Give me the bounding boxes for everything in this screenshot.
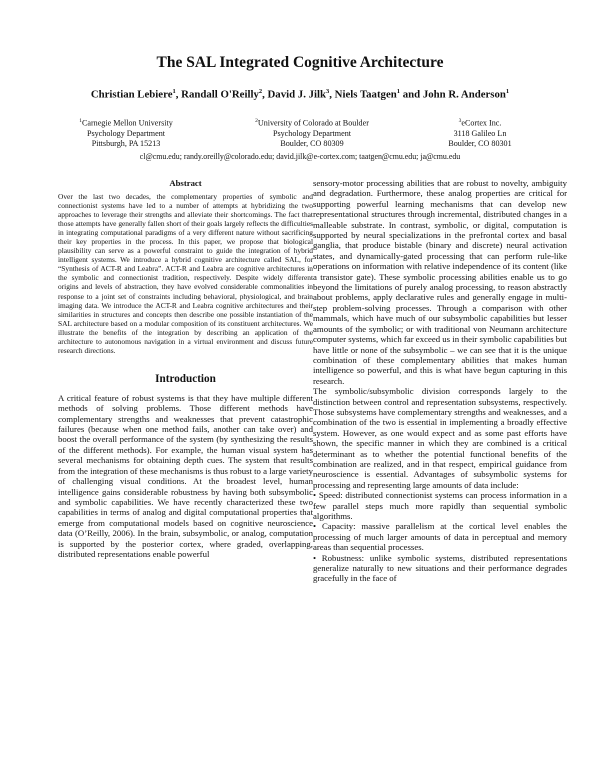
affiliation-line: Boulder, CO 80301 [448,139,512,149]
affiliation-number: 3 [458,118,462,124]
author-list: Christian Lebiere$^1$, Randall O'Reilly$^2$, David J. Jilk$^3$, Niels Taatgen$^1$ and John R. Anderson$^1$ [90,88,510,101]
author-emails: cl@cmu.edu; randy.oreilly@colorado.edu; david.jilk@e-cortex.com; taatgen@cmu.edu; ja@cmu.edu [139,152,461,161]
author-name: David J. Jilk [267,88,326,101]
author-name: Randall O'Reilly [181,88,259,101]
left-column [58,178,313,559]
author-affiliation-mark: 2 [258,88,263,95]
introduction-heading: Introduction [155,372,216,385]
bullet-robustness: • Robustness: unlike symbolic systems, distributed representations generalize naturally to new situations and their performance degrades gracefully in the face of [313,552,567,584]
author-affiliation-mark: 1 [172,88,176,95]
author-name: Christian Lebiere [90,88,173,101]
affiliation-line: Psychology Department [86,128,165,138]
paragraph: The symbolic/subsymbolic division corresponds largely to the distinction between control and representation subsystems, respectively. Those subsystems have complementary strengths and weaknesses, and a combination of the two is essential in implementing a broadly effective system. However, as one would expect and as some past efforts have shown, the specific manner in which they are combined is a critical determinant as to whether the potential functional benefits of the combination are realized, and in that respect, empirical guidance from neuroscience is essential. Advantages of subsymbolic systems for processing and representing large amounts of data include: [313,386,567,490]
affiliation-line: Boulder, CO 80309 [280,139,344,149]
author-name: Niels Taatgen [334,88,397,101]
affiliation-line: Psychology Department [272,128,351,138]
paragraph: sensory-motor processing abilities that are robust to novelty, ambiguity and degradation. Furthermore, these analog properties are critical for supporting powerful learning mechanisms that can develop new representational structures through incremental, distributed changes in a malleable substrate. In contrast, symbolic, or digital, computation is supported by neural specializations in the prefrontal cortex and basal ganglia, that produce bistable (binary and discrete) neural activation states, and dynamically-gated processing that can perform rule-like operations on information with relative independence of its content (like a transistor gate). These symbolic processing abilities enable us to go beyond the limitations of purely analog processing, to reason abstractly about problems, apply declarative rules and generally engage in multi-step problem-solving processes. Through a comparison with other mammals, which have much of our subsymbolic capabilities but lesser amounts of the symbolic; or with traditional von Neumann architecture computer systems, which far exceed us in their symbolic capabilities but have little or none of the subsymbolic – we can see that it is the unique combination of these complementary abilities that makes human intelligence so powerful, and this is what have begun capturing in this research. [313,178,567,386]
affiliation-line: eCortex Inc. [461,118,502,128]
abstract-text: Over the last two decades, the complementary properties of symbolic and connectionist systems have led to a number of attempts at hybridizing the two approaches to leverage their strengths and alleviate their shortcomings. The fact that those attempts have generally fallen short of their goals largely reflects the difficulties in integrating computational paradigms of a very different nature without sacrificing their key properties in the process. In this paper, we propose that biological plausibility can serve as a powerful constraint to guide the integration of hybrid intelligent systems. We introduce a hybrid cognitive architecture called SAL, for “Synthesis of ACT-R and Leabra”. ACT-R and Leabra are cognitive architectures in the symbolic and connectionist tradition, respectively. Despite widely different origins and levels of abstraction, they have evolved considerable commonalities in response to a joint set of constraints including behavioral, physiological, and brain imaging data. We introduce the ACT-R and Leabra cognitive architectures and their similarities in structures and concepts then describe one possible instantiation of the SAL architecture based on a modular composition of its constituent architectures. We illustrate the benefits of the integration by describing an application of the architecture to autonomous navigation in a virtual environment and discuss future research directions. [58,192,313,355]
bullet-capacity: • Capacity: massive parallelism at the cortical level enables the processing of much larger amounts of data in perceptual and memory areas than sequential processes. [313,521,567,553]
affiliation-line: Pittsburgh, PA 15213 [91,139,161,149]
right-column [313,178,567,584]
affiliation-line: University of Colorado at Boulder [257,118,369,128]
affiliation-colorado [212,116,412,149]
introduction-text: A critical feature of robust systems is that they have multiple different methods of solving problems. Those different methods have complementary strengths and weaknesses that prevent catastrophic failures (because when one method fails, another can take over) and boost the overall performance of the system (by synthesizing the results of the different methods). For example, the human visual system has several mechanisms for obtaining depth cues. The system that results from the integration of these mechanisms is thus robust to a large variety of challenging visual conditions. At the broadest level, human intelligence gains considerable robustness by having both subsymbolic and symbolic capabilities. We have recently characterized these two capabilities in terms of analog and digital computational properties that emerge from computational models based on cognitive neuroscience data (O’Reilly, 2006). In the brain, subsymbolic, or analog, computation is supported by the posterior cortex, where graded, overlapping, distributed representations enable powerful [58,392,313,559]
author-name: John R. Anderson [422,88,506,101]
author-affiliation-mark: 1 [396,88,400,95]
affiliation-line: Carnegie Mellon University [81,118,173,128]
paper-title: The SAL Integrated Cognitive Architecture [156,54,444,71]
affiliation-carnegie-mellon [72,116,180,149]
affiliation-ecortex [420,116,540,149]
author-affiliation-mark: 3 [326,88,330,95]
bullet-speed: • Speed: distributed connectionist systems can process information in a few parallel steps much more rapidly than sequential symbolic algorithms. [313,490,567,521]
affiliation-number: 2 [255,118,258,124]
affiliation-line: 3118 Galileo Ln [453,128,507,138]
affiliation-number: 1 [79,118,82,124]
author-affiliation-mark: 1 [505,88,510,95]
abstract-heading: Abstract [169,178,202,188]
